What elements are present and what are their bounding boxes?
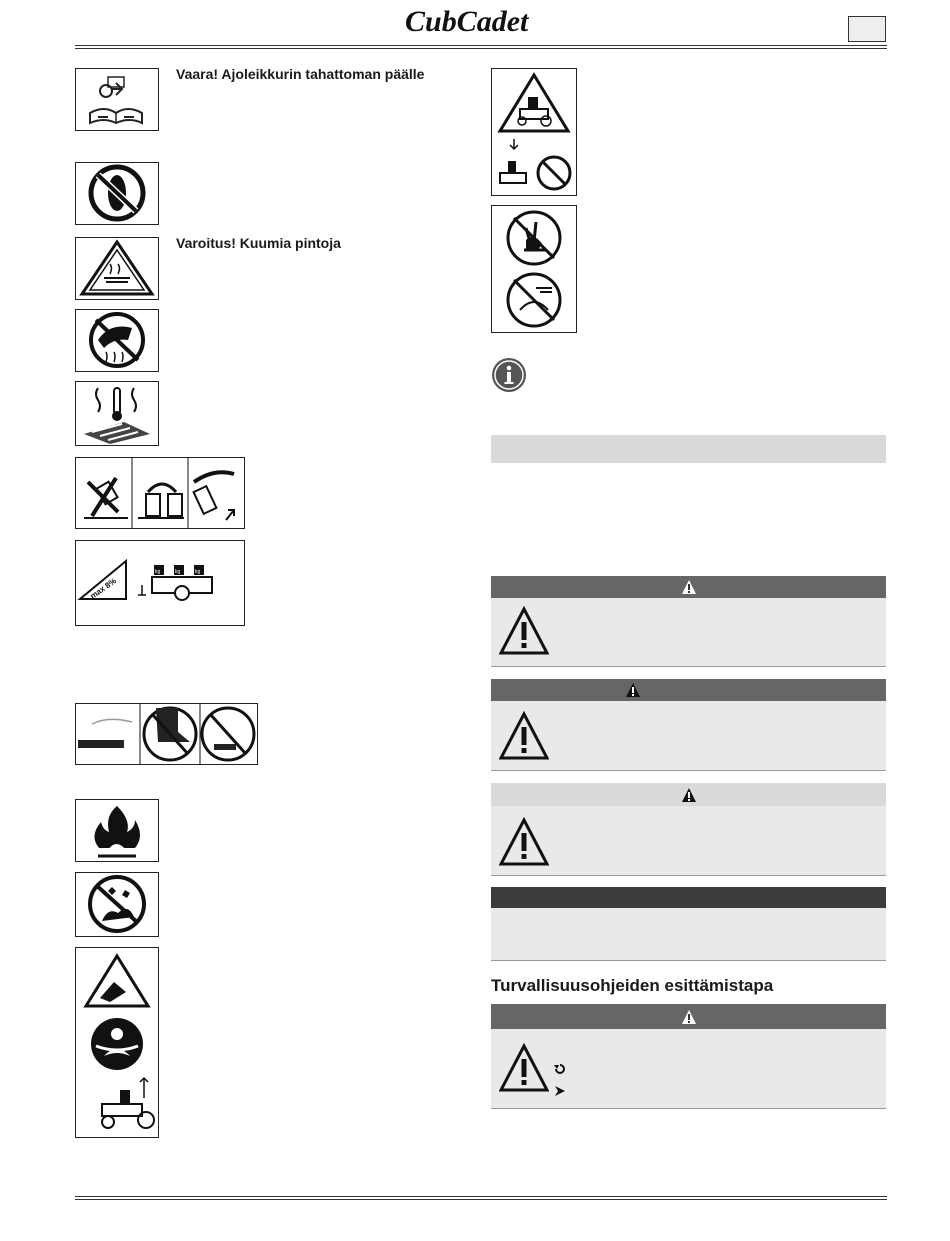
- temperature-heat-icon: [75, 381, 159, 446]
- warning-panel: [491, 701, 886, 771]
- caution-header-bar: [491, 783, 886, 806]
- read-manual-icon: [75, 68, 159, 131]
- example-panel: [491, 1029, 886, 1109]
- info-icon: [491, 357, 527, 393]
- rollover-icon: [75, 947, 159, 1138]
- warning-triangle-icon: [499, 817, 549, 867]
- header-rule-2: [75, 48, 887, 49]
- brand-logo: [405, 4, 575, 38]
- mower-warning-icon: [491, 68, 577, 196]
- no-debris-icon: [75, 872, 159, 937]
- footer-rule-2: [75, 1199, 887, 1200]
- warning-triangle-icon: [625, 682, 641, 698]
- warning-header-bar: [491, 679, 886, 701]
- language-box: [848, 16, 886, 42]
- section-heading: Turvallisuusohjeiden esittämistapa: [491, 976, 774, 995]
- hot-surface-warning-icon: [75, 237, 159, 300]
- pointer-arrow-icon: [554, 1085, 566, 1097]
- label-danger-mower: Vaara! Ajoleikkurin tahattoman päälle: [176, 66, 425, 82]
- warning-triangle-icon: [499, 1043, 549, 1093]
- caution-panel: [491, 806, 886, 876]
- info-bar: [491, 435, 886, 463]
- no-feet-icon: [75, 162, 159, 225]
- slope-sign-text: max 8%: [88, 576, 119, 601]
- no-touch-hot-icon: [75, 309, 159, 372]
- weight-label: kg: [195, 569, 201, 575]
- brand-logo-text: CubCadet: [405, 5, 529, 38]
- weight-label: kg: [175, 569, 181, 575]
- warning-triangle-icon: [681, 787, 697, 803]
- header-rule: [75, 45, 887, 46]
- danger-panel: [491, 598, 886, 667]
- slope-load-icon: [75, 540, 245, 626]
- flammable-icon: [75, 799, 159, 862]
- pedal-icon: [75, 703, 258, 765]
- example-header-bar: [491, 1004, 886, 1029]
- label-hot-surfaces: Varoitus! Kuumia pintoja: [176, 235, 341, 251]
- note-panel: [491, 908, 886, 961]
- warning-triangle-icon: [681, 579, 697, 595]
- footer-rule: [75, 1196, 887, 1197]
- warning-triangle-icon: [499, 711, 549, 761]
- weight-label: kg: [155, 569, 161, 575]
- warning-triangle-icon: [681, 1009, 697, 1025]
- warning-triangle-icon: [499, 606, 549, 656]
- no-cut-hand-icon: [491, 205, 577, 333]
- tipping-hazard-icon: [75, 457, 245, 529]
- danger-header-bar: [491, 576, 886, 598]
- undo-arrow-icon: [554, 1063, 566, 1075]
- note-header-bar: [491, 887, 886, 908]
